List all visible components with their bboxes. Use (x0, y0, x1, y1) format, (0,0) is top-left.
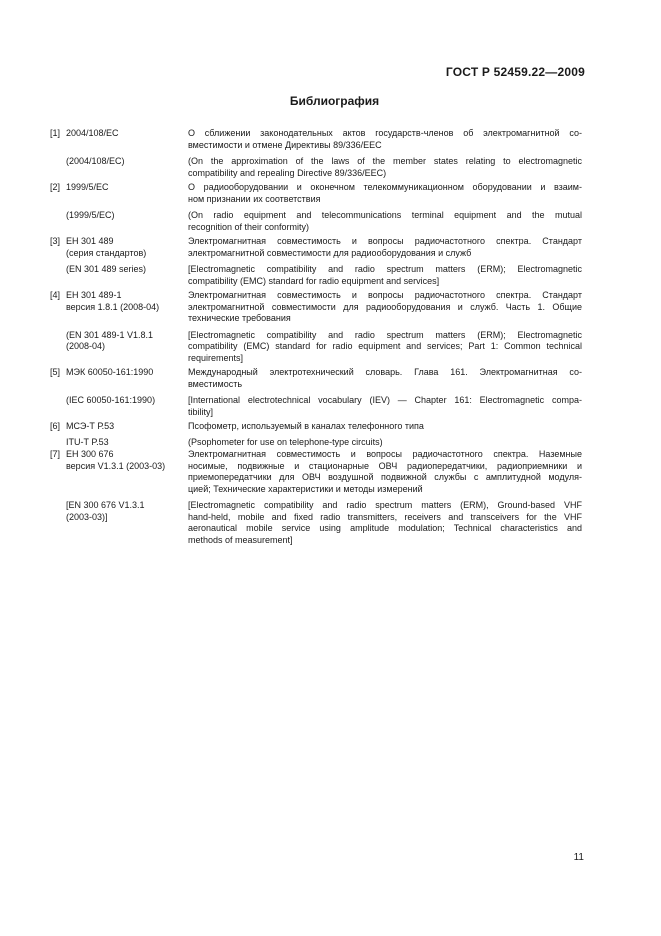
entry-description-line: Электромагнитная совместимость и вопросы радиочастотного спектра. Стандарт (188, 290, 582, 300)
entry-description (188, 210, 582, 233)
entry-number: [3] (50, 236, 61, 246)
entry-description-line: [Electromagnetic compatibility and radio spectrum matters (ERM), Ground-based VHF (188, 500, 582, 510)
entry-description-line: Электромагнитная совместимость и вопросы радиочастотного спектра. Наземные (188, 449, 582, 459)
bibliography-entry (50, 395, 582, 418)
entry-number (50, 156, 66, 179)
entry-description (188, 437, 582, 449)
entry-description-line: (On the approximation of the laws of the member states relating to electromagnetic (188, 156, 582, 166)
bibliography-entry (50, 421, 582, 433)
entry-reference: (2004/108/EC) (66, 156, 125, 166)
bibliography-entry (50, 330, 582, 365)
entry-number: [7] (50, 449, 61, 459)
entry-description (188, 449, 582, 495)
entry-description-line: электромагнитной совместимости для радиооборудования и служб (188, 247, 472, 258)
entry-description (188, 290, 582, 325)
bibliography-entry (50, 156, 582, 179)
bibliography-entry (50, 290, 582, 325)
entry-description-line: электромагнитной совместимости для радиооборудования и служб. Часть 1. Общие (188, 301, 582, 312)
entry-number (50, 500, 66, 546)
entry-description-line: (Psophometer for use on telephone-type circuits) (188, 436, 383, 447)
entry-description-line: compatibility and repealing Directive 89/336/EEC) (188, 167, 387, 178)
entry-reference: ЕН 301 489 (серия стандартов) (66, 236, 147, 258)
bibliography-entry (50, 264, 582, 287)
bibliography-entry (50, 367, 582, 390)
entry-number (50, 264, 66, 287)
entry-description (188, 156, 582, 179)
entry-description (188, 236, 582, 259)
entry-reference: (IEC 60050-161:1990) (66, 395, 156, 405)
entry-reference: [EN 300 676 V1.3.1 (2003-03)] (66, 500, 145, 522)
entry-description-line: (On radio equipment and telecommunications terminal equipment and the mutual (188, 210, 582, 220)
entry-description-line: Электромагнитная совместимость и вопросы радиочастотного спектра. Стандарт (188, 236, 582, 246)
bibliography-entry (50, 236, 582, 259)
entry-description-line: ном признании их соответствия (188, 193, 321, 204)
entry-description-line: [International electrotechnical vocabulary (IEV) — Chapter 161: Electromagnetic compa- (188, 395, 582, 405)
page-number: 11 (573, 852, 584, 863)
bibliography-entry (50, 437, 582, 449)
entry-description (188, 264, 582, 287)
entry-reference: 1999/5/EC (66, 182, 109, 192)
bibliography-entry (50, 128, 582, 151)
entry-number (50, 437, 66, 449)
entry-description (188, 500, 582, 546)
entry-number: [1] (50, 128, 61, 138)
entry-description-line: вместимости и отмене Директивы 89/336/EEC (188, 139, 382, 150)
entry-reference: (EN 301 489 series) (66, 264, 147, 274)
entry-description-line: О радиооборудовании и оконечном телекоммуникационном оборудовании и взаим- (188, 182, 582, 192)
entry-description-line: compatibility (EMC) standard for radio equipment and services] (188, 275, 440, 286)
entry-description-line: приемопередатчики для ОВЧ воздушной подвижной службы с амплитудной модуля- (188, 472, 582, 482)
entry-description-line: recognition of their conformity) (188, 221, 310, 232)
entry-description-line: compatibility (EMC) standard for radio equipment and services; Part 1: Common technical (188, 341, 582, 351)
entry-number (50, 330, 66, 365)
entry-number: [4] (50, 290, 61, 300)
entry-description-line: Международный электротехнический словарь. Глава 161. Электромагнитная со- (188, 367, 582, 377)
entry-reference: ЕН 300 676 версия V1.3.1 (2003-03) (66, 449, 166, 471)
entry-description (188, 367, 582, 390)
entry-description-line: вместимость (188, 378, 243, 389)
standard-code: ГОСТ Р 52459.22—2009 (445, 65, 585, 79)
entry-description-line: [Electromagnetic compatibility and radio spectrum matters (ERM); Electromagnetic (188, 329, 582, 340)
entry-description-line: [Electromagnetic compatibility and radio spectrum matters (ERM); Electromagnetic (188, 264, 582, 274)
entry-number: [6] (50, 421, 61, 431)
bibliography-entry (50, 500, 582, 546)
entry-description-line: Псофометр, используемый в каналах телефонного типа (188, 421, 424, 431)
bibliography-entry (50, 449, 582, 495)
entry-number: [5] (50, 367, 61, 377)
entry-reference: (1999/5/EC) (66, 210, 115, 220)
entry-description (188, 395, 582, 418)
entry-reference: ЕН 301 489-1 версия 1.8.1 (2008-04) (66, 290, 160, 312)
entry-description-line: requirements] (188, 352, 244, 363)
entry-reference: (EN 301 489-1 V1.8.1 (2008-04) (66, 329, 154, 351)
entry-number (50, 395, 66, 418)
entry-reference: ITU-T P.53 (66, 436, 109, 447)
entry-number: [2] (50, 182, 61, 192)
entry-description-line: цией; Технические характеристики и методы измерений (188, 483, 423, 494)
entry-description (188, 330, 582, 365)
bibliography-entry (50, 182, 582, 205)
bibliography-list (50, 128, 582, 546)
page-title: Библиография (289, 94, 380, 108)
entry-description-line: носимые, подвижные и стационарные ОВЧ радиопередатчики, радиоприемники и (188, 460, 582, 471)
entry-description (188, 182, 582, 205)
entry-description-line: tibility] (188, 406, 214, 417)
entry-description (188, 128, 582, 151)
entry-description (188, 421, 582, 433)
entry-description-line: hand-held, mobile and fixed radio transmitters, receivers and transceivers for the VHF (188, 511, 582, 522)
entry-reference: МЭК 60050-161:1990 (66, 367, 154, 377)
bibliography-entry (50, 210, 582, 233)
entry-number (50, 210, 66, 233)
entry-reference: 2004/108/EC (66, 128, 119, 138)
entry-description-line: aeronautical mobile service using amplitude modulation; Technical characteristics and (188, 523, 582, 533)
entry-description-line: технические требования (188, 313, 291, 323)
entry-description-line: О сближении законодательных актов государств-членов об электромагнитной со- (188, 128, 582, 138)
entry-reference: МСЭ-Т Р.53 (66, 421, 115, 431)
entry-description-line: methods of measurement] (188, 534, 293, 545)
